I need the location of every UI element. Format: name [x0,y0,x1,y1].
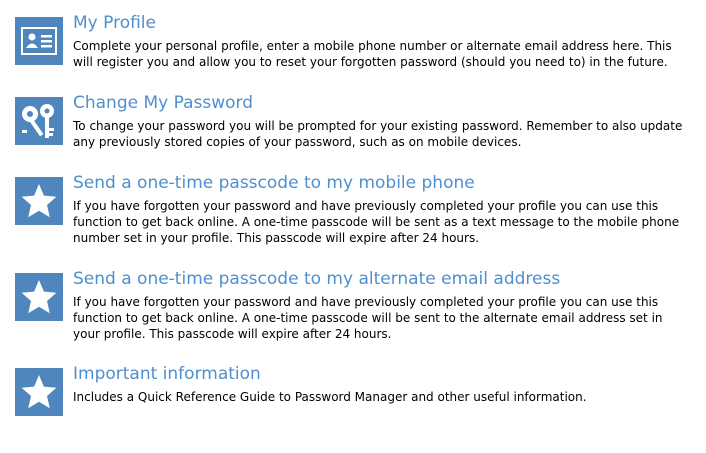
important-info-description: Includes a Quick Reference Guide to Password Manager and other useful information. [73,390,587,404]
star-icon[interactable] [15,368,63,416]
passcode-email-description: If you have forgotten your password and have previously completed your profile you can use this function to get back online. A one-time passcode will be sent to the alternate email address set in your profile. This passcode will expire after 24 hours. [73,295,663,341]
keys-icon[interactable] [15,97,63,145]
passcode-mobile-description: If you have forgotten your password and have previously completed your profile you can use this function to get back online. A one-time passcode will be sent as a text message to the mobile phone number set in your profile. This passcode will expire after 24 hours. [73,199,680,245]
important-info-link[interactable]: Important information [73,364,261,384]
star-icon[interactable] [15,177,63,225]
my-profile-description: Complete your personal profile, enter a mobile phone number or alternate email address here. This will register you and allow you to reset your forgotten password (should you need to) in the future. [73,39,672,69]
change-password-link[interactable]: Change My Password [73,93,254,113]
my-profile-link[interactable]: My Profile [73,13,156,33]
passcode-mobile-link[interactable]: Send a one-time passcode to my mobile phone [73,173,475,193]
change-password-description: To change your password you will be prompted for your existing password. Remember to also update any previously stored copies of your password, such as on mobile devices. [73,119,683,149]
profile-card-icon[interactable] [15,17,63,65]
passcode-email-link[interactable]: Send a one-time passcode to my alternate email address [73,269,561,289]
star-icon[interactable] [15,273,63,321]
